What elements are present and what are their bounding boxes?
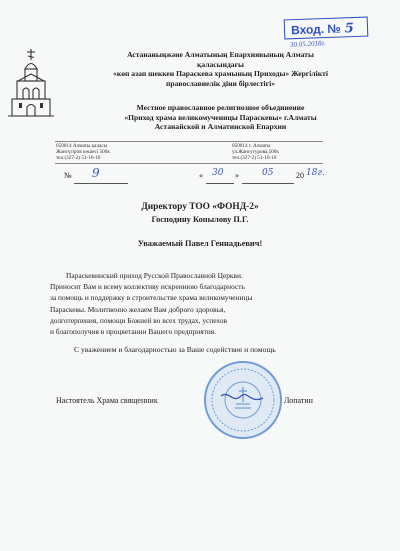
salutation: Уважаемый Павел Геннадьевич! — [137, 239, 263, 248]
address-line: 050014 Алматы қаласы — [56, 143, 108, 149]
letterhead-kazakh — [48, 50, 393, 88]
address-line: тел.(327-2) 51-16-10 — [232, 155, 277, 162]
date-month: 05 — [262, 168, 274, 178]
incoming-stamp-number: 5 — [344, 21, 355, 37]
address-line: Жансүгіров көшесі 500к — [56, 149, 110, 156]
reference-number-label: № — [64, 171, 72, 180]
body-line: долготерпения, помощи Божией во всех трудах, успехов — [50, 315, 228, 325]
letterhead-kz-line: қаласындағы — [197, 59, 244, 69]
letterhead-kz-line: православиелік діни бірлестігі» — [166, 78, 275, 88]
date-year-prefix: 20 — [296, 171, 304, 180]
body-line: Параскевинский приход Русской Православной Церкви. — [66, 271, 243, 280]
body-line: Приносит Вам и всему коллективу искреннюю благодарность — [50, 282, 245, 292]
incoming-stamp-label: Вход. № — [290, 21, 341, 38]
address-kazakh — [56, 143, 110, 162]
address-divider — [55, 163, 323, 164]
body-line: за помощь и поддержку в строительстве храма великомученицы — [50, 293, 253, 303]
recipient-name: Господину Копылову П.Г. — [151, 215, 249, 224]
date-month-line — [242, 183, 294, 184]
signatory-title: Настоятель Храма священник — [56, 396, 158, 405]
header-divider — [55, 141, 323, 142]
reference-number-line — [74, 183, 128, 184]
address-line: тел.(327-2) 51-16-10 — [56, 155, 101, 162]
incoming-stamp — [284, 17, 369, 40]
address-line: ул.Жансугурова,500к — [232, 149, 279, 156]
letterhead-kz-line: Астананыңжәне Алматының Епархиявының Алматы — [127, 50, 314, 59]
date-day: 30 — [212, 168, 224, 178]
official-seal — [203, 360, 283, 440]
letterhead-ru-line: Местное православное религиозное объединение — [136, 103, 305, 112]
recipient-title: Директору ТОО «ФОНД-2» — [141, 202, 259, 212]
date-year: 18г. — [306, 168, 325, 178]
signatory-name: Лопатин — [284, 396, 313, 405]
letterhead-ru-line: «Приход храма великомученицы Параскевы» г.Алматы — [124, 112, 317, 122]
address-line: 050014 г. Алматы — [232, 143, 271, 149]
date-quote-open: « — [199, 171, 203, 180]
body-line: Параскевы. Молитвенно желаем Вам доброго здоровья, — [50, 304, 226, 314]
body-line: и благополучия в процветании Вашего предприятия. — [50, 327, 217, 337]
letterhead-russian — [48, 103, 393, 132]
closing-line: С уважением и благодарностью за Ваше содействие и помощь — [74, 345, 276, 354]
letterhead-ru-line: Астанайской и Алматинской Епархии — [154, 122, 287, 131]
incoming-stamp-date: 30.05.2018г. — [289, 39, 327, 49]
reference-number-value: 9 — [92, 166, 100, 180]
letter-body — [50, 270, 330, 337]
address-russian — [232, 143, 279, 162]
letterhead-kz-line: «көп азап шеккен Параскева храмының Приходы» Жергілікті — [113, 69, 328, 78]
date-quote-close: » — [235, 171, 239, 180]
date-day-line — [206, 183, 234, 184]
